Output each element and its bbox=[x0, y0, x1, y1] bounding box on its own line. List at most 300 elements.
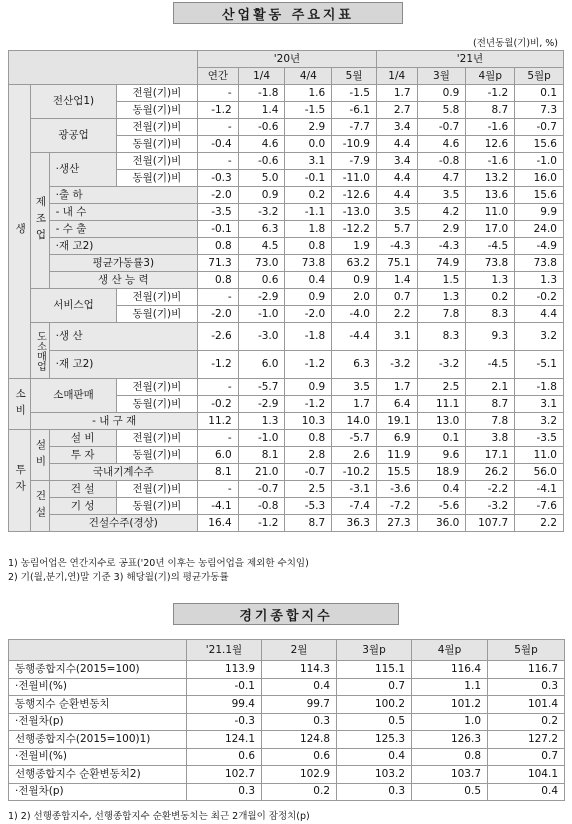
index-label: ·전월비(%) bbox=[9, 748, 187, 766]
value-cell: -0.8 bbox=[238, 498, 285, 515]
index-value-cell: 0.3 bbox=[488, 678, 565, 696]
index-value-cell: 1.1 bbox=[412, 678, 488, 696]
value-cell: 74.9 bbox=[417, 255, 466, 272]
index-value-cell: 124.8 bbox=[262, 731, 337, 749]
value-cell: -3.5 bbox=[198, 204, 239, 221]
value-cell: -2.0 bbox=[198, 306, 239, 323]
table-row bbox=[9, 255, 564, 272]
value-cell: -10.2 bbox=[332, 464, 377, 481]
index-label: ·전월차(p) bbox=[9, 713, 187, 731]
row-label: ·출 하 bbox=[49, 187, 197, 204]
value-cell: -4.3 bbox=[376, 238, 417, 255]
group-facility: 설비 bbox=[31, 430, 49, 481]
value-cell: 7.8 bbox=[466, 413, 515, 430]
row-label: ·재 고2) bbox=[49, 351, 197, 379]
value-cell: 8.1 bbox=[198, 464, 239, 481]
value-cell: 9.6 bbox=[417, 447, 466, 464]
value-cell: 2.2 bbox=[515, 515, 564, 532]
table-row bbox=[9, 204, 564, 221]
value-cell: 12.6 bbox=[466, 136, 515, 153]
table-row bbox=[9, 221, 564, 238]
value-cell: 1.3 bbox=[417, 289, 466, 306]
month-header: 3월p bbox=[337, 640, 412, 661]
value-cell: 24.0 bbox=[515, 221, 564, 238]
period-header: 1/4 bbox=[376, 68, 417, 85]
value-cell: -3.5 bbox=[515, 430, 564, 447]
value-cell: -0.3 bbox=[198, 170, 239, 187]
value-cell: 9.3 bbox=[466, 323, 515, 351]
value-cell: 4.4 bbox=[376, 136, 417, 153]
table-row bbox=[9, 713, 565, 731]
table-row bbox=[9, 766, 565, 784]
value-cell: -1.2 bbox=[466, 85, 515, 102]
value-cell: -4.3 bbox=[417, 238, 466, 255]
value-cell: -1.2 bbox=[285, 396, 332, 413]
table-row bbox=[9, 85, 564, 102]
index-value-cell: 103.2 bbox=[337, 766, 412, 784]
index-value-cell: 0.3 bbox=[187, 783, 262, 801]
value-cell: -3.2 bbox=[238, 204, 285, 221]
value-cell: - bbox=[198, 153, 239, 170]
value-cell: -0.7 bbox=[515, 119, 564, 136]
value-cell: 0.8 bbox=[285, 430, 332, 447]
value-cell: 0.2 bbox=[466, 289, 515, 306]
value-cell: 0.8 bbox=[285, 238, 332, 255]
value-cell: 3.8 bbox=[466, 430, 515, 447]
value-cell: -13.0 bbox=[332, 204, 377, 221]
value-cell: -1.6 bbox=[466, 153, 515, 170]
row-label: - 수 출 bbox=[49, 221, 197, 238]
value-cell: 2.1 bbox=[466, 379, 515, 396]
value-cell: 0.9 bbox=[417, 85, 466, 102]
section2-title: 경기종합지수 bbox=[173, 603, 399, 625]
value-cell: -0.6 bbox=[238, 119, 285, 136]
value-cell: 107.7 bbox=[466, 515, 515, 532]
value-cell: 75.1 bbox=[376, 255, 417, 272]
row-sublabel: 동월(기)비 bbox=[116, 136, 197, 153]
value-cell: -0.7 bbox=[238, 481, 285, 498]
value-cell: -12.6 bbox=[332, 187, 377, 204]
index-value-cell: 1.0 bbox=[412, 713, 488, 731]
value-cell: -1.8 bbox=[515, 379, 564, 396]
row-sublabel: 동월(기)비 bbox=[116, 447, 197, 464]
value-cell: -12.2 bbox=[332, 221, 377, 238]
index-value-cell: 0.5 bbox=[412, 783, 488, 801]
value-cell: -1.5 bbox=[332, 85, 377, 102]
value-cell: -5.7 bbox=[332, 430, 377, 447]
value-cell: 7.8 bbox=[417, 306, 466, 323]
value-cell: 16.0 bbox=[515, 170, 564, 187]
index-value-cell: 113.9 bbox=[187, 661, 262, 679]
index-value-cell: 0.4 bbox=[262, 678, 337, 696]
value-cell: 9.9 bbox=[515, 204, 564, 221]
index-value-cell: 125.3 bbox=[337, 731, 412, 749]
value-cell: 3.1 bbox=[515, 396, 564, 413]
period-header: 연간 bbox=[198, 68, 239, 85]
value-cell: -0.1 bbox=[285, 170, 332, 187]
value-cell: 11.1 bbox=[417, 396, 466, 413]
row-label: - 내 구 재 bbox=[31, 413, 198, 430]
value-cell: -1.2 bbox=[198, 351, 239, 379]
row-group-label: 서비스업 bbox=[31, 289, 116, 323]
value-cell: 0.0 bbox=[285, 136, 332, 153]
value-cell: -1.8 bbox=[238, 85, 285, 102]
table-row bbox=[9, 498, 564, 515]
footnote-2: 2) 기(월,분기,연)말 기준 3) 해당월(기)의 평균가동률 bbox=[8, 572, 229, 583]
index-value-cell: -0.1 bbox=[187, 678, 262, 696]
table-row bbox=[9, 696, 565, 714]
value-cell: 4.6 bbox=[417, 136, 466, 153]
row-label: 건설수주(경상) bbox=[49, 515, 197, 532]
row-sublabel: 동월(기)비 bbox=[116, 306, 197, 323]
index-value-cell: 0.3 bbox=[337, 783, 412, 801]
index-value-cell: 0.8 bbox=[412, 748, 488, 766]
value-cell: 6.3 bbox=[238, 221, 285, 238]
value-cell: 0.4 bbox=[285, 272, 332, 289]
value-cell: 0.1 bbox=[417, 430, 466, 447]
value-cell: 1.7 bbox=[332, 396, 377, 413]
value-cell: 6.0 bbox=[198, 447, 239, 464]
value-cell: 5.0 bbox=[238, 170, 285, 187]
value-cell: 3.2 bbox=[515, 413, 564, 430]
industrial-activity-table bbox=[8, 50, 564, 532]
value-cell: -2.6 bbox=[198, 323, 239, 351]
row-sublabel: 전월(기)비 bbox=[116, 85, 197, 102]
value-cell: -5.6 bbox=[417, 498, 466, 515]
value-cell: 3.1 bbox=[285, 153, 332, 170]
value-cell: 11.0 bbox=[466, 204, 515, 221]
value-cell: 10.3 bbox=[285, 413, 332, 430]
value-cell: 2.9 bbox=[285, 119, 332, 136]
value-cell: 2.6 bbox=[332, 447, 377, 464]
index-value-cell: 114.3 bbox=[262, 661, 337, 679]
value-cell: 19.1 bbox=[376, 413, 417, 430]
index-value-cell: 0.4 bbox=[488, 783, 565, 801]
row-sublabel: 동월(기)비 bbox=[116, 498, 197, 515]
row-group-label: ·생산 bbox=[49, 153, 116, 187]
value-cell: 36.3 bbox=[332, 515, 377, 532]
month-header: 4월p bbox=[412, 640, 488, 661]
value-cell: -1.1 bbox=[285, 204, 332, 221]
footnote-1: 1) 농림어업은 연간지수로 공표('20년 이후는 농림어업을 제외한 수치임) bbox=[8, 558, 309, 569]
footnote-index: 1) 2) 선행종합지수, 선행종합지수 순환변동치는 최근 2개월이 잠정치(p) bbox=[8, 811, 310, 822]
value-cell: 8.7 bbox=[466, 396, 515, 413]
value-cell: 13.6 bbox=[466, 187, 515, 204]
row-label: ·재 고2) bbox=[49, 238, 197, 255]
value-cell: 11.0 bbox=[515, 447, 564, 464]
table-row bbox=[9, 447, 564, 464]
index-value-cell: 115.1 bbox=[337, 661, 412, 679]
value-cell: 8.1 bbox=[238, 447, 285, 464]
table-row bbox=[9, 731, 565, 749]
value-cell: 0.9 bbox=[238, 187, 285, 204]
value-cell: 36.0 bbox=[417, 515, 466, 532]
value-cell: -7.4 bbox=[332, 498, 377, 515]
value-cell: 27.3 bbox=[376, 515, 417, 532]
row-group-label: 광공업 bbox=[31, 119, 116, 153]
header-corner bbox=[9, 51, 198, 85]
value-cell: 1.3 bbox=[515, 272, 564, 289]
value-cell: -5.3 bbox=[285, 498, 332, 515]
table-row bbox=[9, 187, 564, 204]
value-cell: 2.5 bbox=[285, 481, 332, 498]
value-cell: 0.7 bbox=[376, 289, 417, 306]
value-cell: 3.5 bbox=[376, 204, 417, 221]
value-cell: 15.6 bbox=[515, 187, 564, 204]
table-row bbox=[9, 153, 564, 170]
table-row bbox=[9, 238, 564, 255]
value-cell: 1.8 bbox=[285, 221, 332, 238]
row-sublabel: 전월(기)비 bbox=[116, 119, 197, 136]
period-header: 4월p bbox=[466, 68, 515, 85]
unit-label: (전년동월(기)비, %) bbox=[473, 38, 558, 49]
value-cell: 4.4 bbox=[515, 306, 564, 323]
value-cell: -4.0 bbox=[332, 306, 377, 323]
value-cell: -3.6 bbox=[376, 481, 417, 498]
value-cell: -4.1 bbox=[515, 481, 564, 498]
index-label: 동행종합지수(2015=100) bbox=[9, 661, 187, 679]
value-cell: 8.7 bbox=[285, 515, 332, 532]
value-cell: -6.1 bbox=[332, 102, 377, 119]
index-value-cell: 0.7 bbox=[337, 678, 412, 696]
table-row bbox=[9, 289, 564, 306]
row-label: 평균가동률3) bbox=[49, 255, 197, 272]
index-value-cell: 99.7 bbox=[262, 696, 337, 714]
value-cell: -1.5 bbox=[285, 102, 332, 119]
value-cell: 8.7 bbox=[466, 102, 515, 119]
value-cell: 7.3 bbox=[515, 102, 564, 119]
value-cell: 3.5 bbox=[417, 187, 466, 204]
value-cell: -7.9 bbox=[332, 153, 377, 170]
value-cell: -2.0 bbox=[198, 187, 239, 204]
value-cell: -0.8 bbox=[417, 153, 466, 170]
index-value-cell: 127.2 bbox=[488, 731, 565, 749]
index-value-cell: 103.7 bbox=[412, 766, 488, 784]
value-cell: -2.0 bbox=[285, 306, 332, 323]
value-cell: 8.3 bbox=[466, 306, 515, 323]
table-row bbox=[9, 272, 564, 289]
value-cell: 3.4 bbox=[376, 119, 417, 136]
index-value-cell: 116.7 bbox=[488, 661, 565, 679]
value-cell: 1.6 bbox=[285, 85, 332, 102]
value-cell: -4.5 bbox=[466, 351, 515, 379]
value-cell: -5.1 bbox=[515, 351, 564, 379]
index-value-cell: 0.2 bbox=[488, 713, 565, 731]
value-cell: -11.0 bbox=[332, 170, 377, 187]
row-sublabel: 전월(기)비 bbox=[116, 430, 197, 447]
value-cell: 4.4 bbox=[376, 170, 417, 187]
value-cell: 73.8 bbox=[466, 255, 515, 272]
value-cell: -0.6 bbox=[238, 153, 285, 170]
index-value-cell: 124.1 bbox=[187, 731, 262, 749]
value-cell: 2.0 bbox=[332, 289, 377, 306]
value-cell: 2.2 bbox=[376, 306, 417, 323]
value-cell: 14.0 bbox=[332, 413, 377, 430]
value-cell: -0.2 bbox=[515, 289, 564, 306]
value-cell: -1.8 bbox=[285, 323, 332, 351]
value-cell: 11.2 bbox=[198, 413, 239, 430]
value-cell: 4.6 bbox=[238, 136, 285, 153]
row-label: 국내기계수주 bbox=[49, 464, 197, 481]
value-cell: 6.9 bbox=[376, 430, 417, 447]
value-cell: - bbox=[198, 289, 239, 306]
value-cell: 17.0 bbox=[466, 221, 515, 238]
row-label: - 내 수 bbox=[49, 204, 197, 221]
value-cell: -5.7 bbox=[238, 379, 285, 396]
value-cell: 1.7 bbox=[376, 85, 417, 102]
value-cell: 3.2 bbox=[515, 323, 564, 351]
value-cell: 8.3 bbox=[417, 323, 466, 351]
composite-index-table bbox=[8, 639, 565, 801]
value-cell: 11.9 bbox=[376, 447, 417, 464]
index-value-cell: 102.7 bbox=[187, 766, 262, 784]
value-cell: 0.8 bbox=[198, 272, 239, 289]
value-cell: 1.5 bbox=[417, 272, 466, 289]
index-value-cell: -0.3 bbox=[187, 713, 262, 731]
index-label: 동행지수 순환변동치 bbox=[9, 696, 187, 714]
index-value-cell: 0.7 bbox=[488, 748, 565, 766]
value-cell: 1.3 bbox=[466, 272, 515, 289]
value-cell: 1.7 bbox=[376, 379, 417, 396]
table-row bbox=[9, 678, 565, 696]
index-header-row bbox=[9, 640, 565, 661]
group-wholesale-retail: 도소매업 bbox=[31, 323, 49, 379]
value-cell: 0.6 bbox=[238, 272, 285, 289]
table-row bbox=[9, 323, 564, 351]
index-value-cell: 101.2 bbox=[412, 696, 488, 714]
group-production: 생 bbox=[9, 85, 31, 379]
value-cell: -1.6 bbox=[466, 119, 515, 136]
value-cell: -7.6 bbox=[515, 498, 564, 515]
group-construction: 건설 bbox=[31, 481, 49, 532]
value-cell: -3.1 bbox=[332, 481, 377, 498]
value-cell: 13.0 bbox=[417, 413, 466, 430]
value-cell: -0.4 bbox=[198, 136, 239, 153]
period-header: 5월p bbox=[515, 68, 564, 85]
index-value-cell: 116.4 bbox=[412, 661, 488, 679]
index-value-cell: 99.4 bbox=[187, 696, 262, 714]
value-cell: 4.2 bbox=[417, 204, 466, 221]
value-cell: -0.7 bbox=[285, 464, 332, 481]
table-row bbox=[9, 430, 564, 447]
table-row bbox=[9, 464, 564, 481]
index-label: 선행종합지수(2015=100)1) bbox=[9, 731, 187, 749]
value-cell: -0.1 bbox=[198, 221, 239, 238]
row-sublabel: 전월(기)비 bbox=[116, 379, 197, 396]
row-sublabel: 동월(기)비 bbox=[116, 170, 197, 187]
value-cell: 0.9 bbox=[285, 289, 332, 306]
value-cell: 3.1 bbox=[376, 323, 417, 351]
value-cell: 1.4 bbox=[376, 272, 417, 289]
table-row bbox=[9, 748, 565, 766]
index-value-cell: 0.6 bbox=[262, 748, 337, 766]
index-value-cell: 104.1 bbox=[488, 766, 565, 784]
value-cell: 2.9 bbox=[417, 221, 466, 238]
table-row bbox=[9, 351, 564, 379]
table-row bbox=[9, 413, 564, 430]
value-cell: 0.9 bbox=[285, 379, 332, 396]
value-cell: -2.9 bbox=[238, 396, 285, 413]
value-cell: -4.4 bbox=[332, 323, 377, 351]
value-cell: 26.2 bbox=[466, 464, 515, 481]
index-label: ·전월차(p) bbox=[9, 783, 187, 801]
group-manufacturing: 제조업 bbox=[31, 153, 49, 289]
value-cell: 73.0 bbox=[238, 255, 285, 272]
value-cell: -1.2 bbox=[238, 515, 285, 532]
value-cell: 21.0 bbox=[238, 464, 285, 481]
index-value-cell: 126.3 bbox=[412, 731, 488, 749]
table-row bbox=[9, 661, 565, 679]
table-row bbox=[9, 515, 564, 532]
row-label: 기 성 bbox=[49, 498, 116, 515]
index-value-cell: 0.6 bbox=[187, 748, 262, 766]
value-cell: -10.9 bbox=[332, 136, 377, 153]
row-sublabel: 동월(기)비 bbox=[116, 102, 197, 119]
value-cell: 6.4 bbox=[376, 396, 417, 413]
value-cell: 18.9 bbox=[417, 464, 466, 481]
value-cell: -1.0 bbox=[238, 430, 285, 447]
value-cell: -1.2 bbox=[198, 102, 239, 119]
value-cell: 0.9 bbox=[332, 272, 377, 289]
row-group-label: 전산업1) bbox=[31, 85, 116, 119]
period-header: 3월 bbox=[417, 68, 466, 85]
group-consumption: 소비 bbox=[9, 379, 31, 430]
value-cell: 2.8 bbox=[285, 447, 332, 464]
value-cell: 2.7 bbox=[376, 102, 417, 119]
value-cell: -4.9 bbox=[515, 238, 564, 255]
row-sublabel: 전월(기)비 bbox=[116, 153, 197, 170]
value-cell: 4.5 bbox=[238, 238, 285, 255]
index-label: 선행종합지수 순환변동치2) bbox=[9, 766, 187, 784]
value-cell: 71.3 bbox=[198, 255, 239, 272]
value-cell: 4.7 bbox=[417, 170, 466, 187]
value-cell: -0.7 bbox=[417, 119, 466, 136]
value-cell: 1.3 bbox=[238, 413, 285, 430]
table-row bbox=[9, 481, 564, 498]
value-cell: -1.0 bbox=[515, 153, 564, 170]
index-value-cell: 0.5 bbox=[337, 713, 412, 731]
index-label: ·전월비(%) bbox=[9, 678, 187, 696]
value-cell: -4.5 bbox=[466, 238, 515, 255]
group-investment: 투자 bbox=[9, 430, 31, 532]
period-header: 5월 bbox=[332, 68, 377, 85]
value-cell: - bbox=[198, 119, 239, 136]
header-corner bbox=[9, 640, 187, 661]
index-value-cell: 101.4 bbox=[488, 696, 565, 714]
value-cell: -0.2 bbox=[198, 396, 239, 413]
value-cell: - bbox=[198, 481, 239, 498]
value-cell: 2.5 bbox=[417, 379, 466, 396]
value-cell: 13.2 bbox=[466, 170, 515, 187]
period-header: 1/4 bbox=[238, 68, 285, 85]
value-cell: 73.8 bbox=[285, 255, 332, 272]
period-header: 4/4 bbox=[285, 68, 332, 85]
row-sublabel: 전월(기)비 bbox=[116, 289, 197, 306]
value-cell: -2.2 bbox=[466, 481, 515, 498]
row-sublabel: 동월(기)비 bbox=[116, 396, 197, 413]
value-cell: -4.1 bbox=[198, 498, 239, 515]
value-cell: -7.2 bbox=[376, 498, 417, 515]
row-label: ·생 산 bbox=[49, 323, 197, 351]
value-cell: 16.4 bbox=[198, 515, 239, 532]
row-label: 투 자 bbox=[49, 447, 116, 464]
value-cell: 4.4 bbox=[376, 187, 417, 204]
value-cell: 0.4 bbox=[417, 481, 466, 498]
value-cell: -2.9 bbox=[238, 289, 285, 306]
index-value-cell: 0.2 bbox=[262, 783, 337, 801]
value-cell: -3.2 bbox=[376, 351, 417, 379]
month-header: 2월 bbox=[262, 640, 337, 661]
